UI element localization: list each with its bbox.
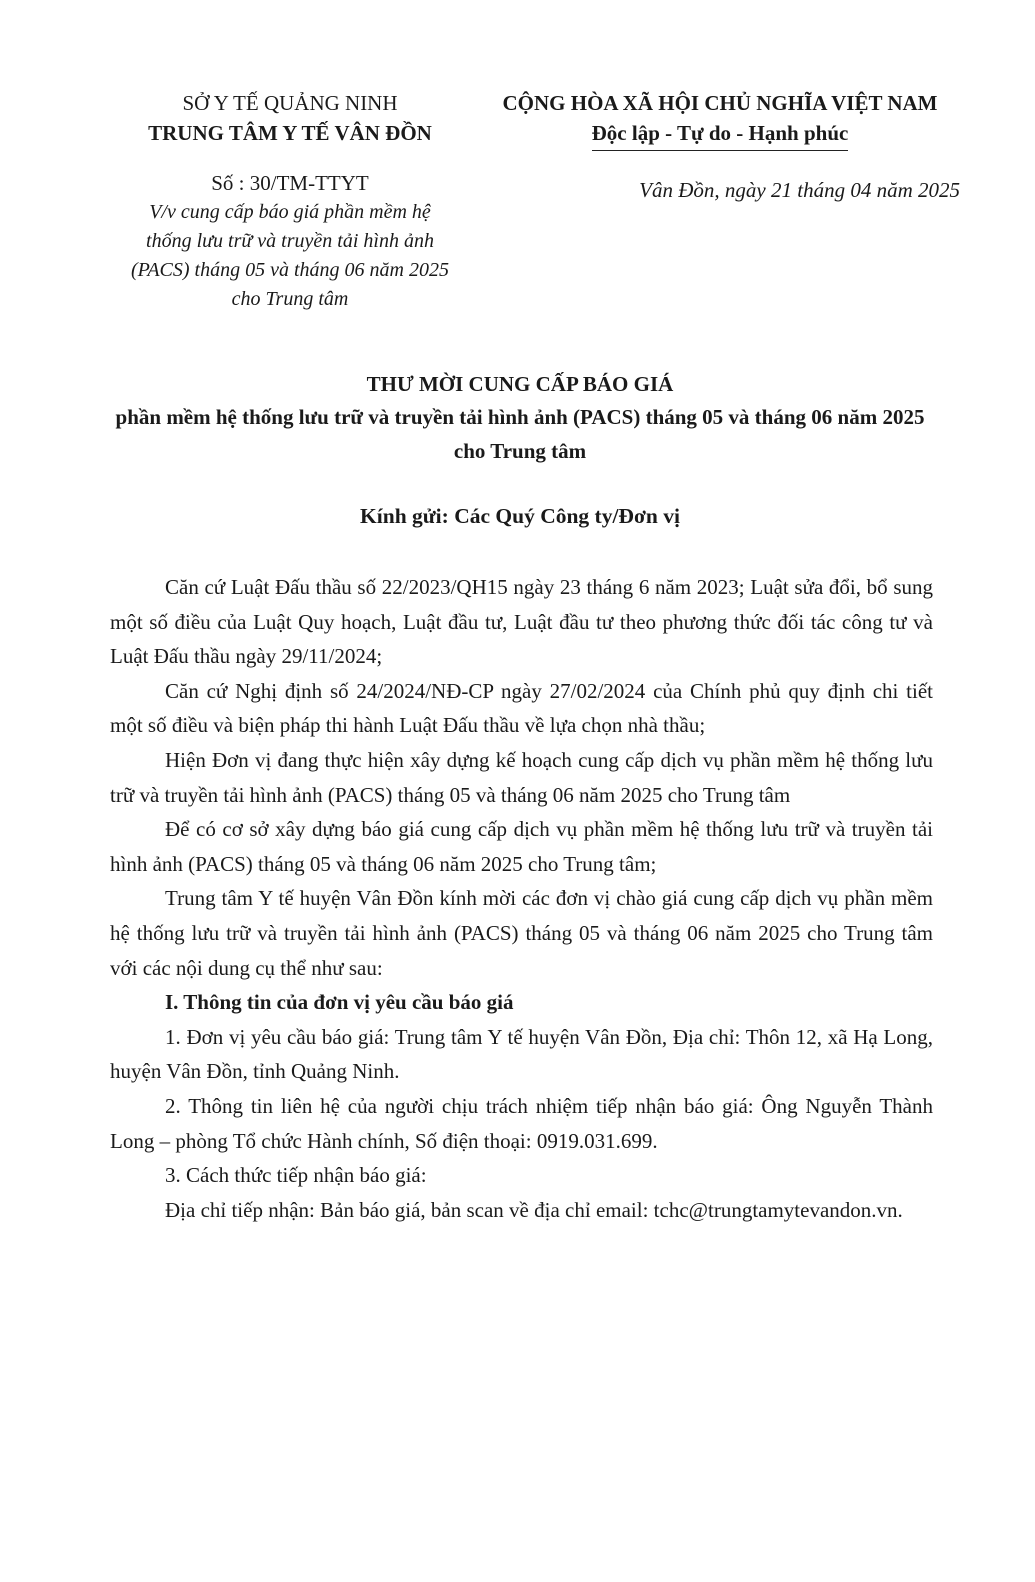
- organization-name: TRUNG TÂM Y TẾ VÂN ĐỒN: [148, 121, 432, 145]
- section-heading-1: I. Thông tin của đơn vị yêu cầu báo giá: [165, 990, 514, 1015]
- paragraph-invitation: Trung tâm Y tế huyện Vân Đồn kính mời các đơn vị chào giá cung cấp dịch vụ phần mềm hệ thống lưu trữ và truyền tải hình ảnh (PACS) tháng 05 và tháng 06 năm 2025 cho Trung tâm với các nội dung cụ thể như sau:: [110, 886, 933, 980]
- document-body: [110, 570, 933, 1227]
- paragraph-current-plan: Hiện Đơn vị đang thực hiện xây dựng kế hoạch cung cấp dịch vụ phần mềm hệ thống lưu trữ và truyền tải hình ảnh (PACS) tháng 05 và tháng 06 năm 2025 cho Trung tâm: [110, 747, 933, 807]
- list-item-receipt-method: 3. Cách thức tiếp nhận báo giá:: [165, 1163, 427, 1188]
- document-title: [100, 368, 940, 468]
- recipient-line: Kính gửi: Các Quý Công ty/Đơn vị: [360, 504, 680, 528]
- issuer-header: [90, 88, 490, 314]
- national-motto: Độc lập - Tự do - Hạnh phúc: [592, 118, 849, 151]
- paragraph-receipt-address: Địa chỉ tiếp nhận: Bản báo giá, bản scan về địa chỉ email: tchc@trungtamytevandon.vn.: [165, 1197, 903, 1222]
- paragraph-legal-basis-1: Căn cứ Luật Đấu thầu số 22/2023/QH15 ngày 23 tháng 6 năm 2023; Luật sửa đổi, bổ sung một số điều của Luật Quy hoạch, Luật đầu tư, Luật đầu tư theo phương thức đối tác công tư và Luật Đấu thầu ngày 29/11/2024;: [110, 575, 933, 669]
- list-item-requesting-unit: 1. Đơn vị yêu cầu báo giá: Trung tâm Y tế huyện Vân Đồn, Địa chỉ: Thôn 12, xã Hạ Long, huyện Vân Đồn, tỉnh Quảng Ninh.: [110, 1024, 933, 1084]
- department-name: SỞ Y TẾ QUẢNG NINH: [182, 91, 398, 115]
- title-sub: phần mềm hệ thống lưu trữ và truyền tải hình ảnh (PACS) tháng 05 và tháng 06 năm 2025 cho Trung tâm: [115, 405, 925, 463]
- paragraph-purpose: Để có cơ sở xây dựng báo giá cung cấp dịch vụ phần mềm hệ thống lưu trữ và truyền tải hình ảnh (PACS) tháng 05 và tháng 06 năm 2025 cho Trung tâm;: [110, 817, 933, 876]
- country-name: CỘNG HÒA XÃ HỘI CHỦ NGHĨA VIỆT NAM: [502, 91, 938, 115]
- paragraph-legal-basis-2: Căn cứ Nghị định số 24/2024/NĐ-CP ngày 27/02/2024 của Chính phủ quy định chi tiết một số điều và biện pháp thi hành Luật Đấu thầu về lựa chọn nhà thầu;: [110, 678, 933, 738]
- document-number: Số : 30/TM-TTYT: [211, 171, 369, 195]
- national-header: [470, 88, 970, 202]
- list-item-contact-info: 2. Thông tin liên hệ của người chịu trách nhiệm tiếp nhận báo giá: Ông Nguyễn Thành Long – phòng Tổ chức Hành chính, Số điện thoại: 0919.031.699.: [110, 1093, 933, 1153]
- document-date: Vân Đồn, ngày 21 tháng 04 năm 2025: [639, 178, 960, 202]
- document-subject: V/v cung cấp báo giá phần mềm hệ thống lưu trữ và truyền tải hình ảnh (PACS) tháng 05 và tháng 06 năm 2025 cho Trung tâm: [131, 201, 449, 310]
- title-main: THƯ MỜI CUNG CẤP BÁO GIÁ: [366, 372, 674, 396]
